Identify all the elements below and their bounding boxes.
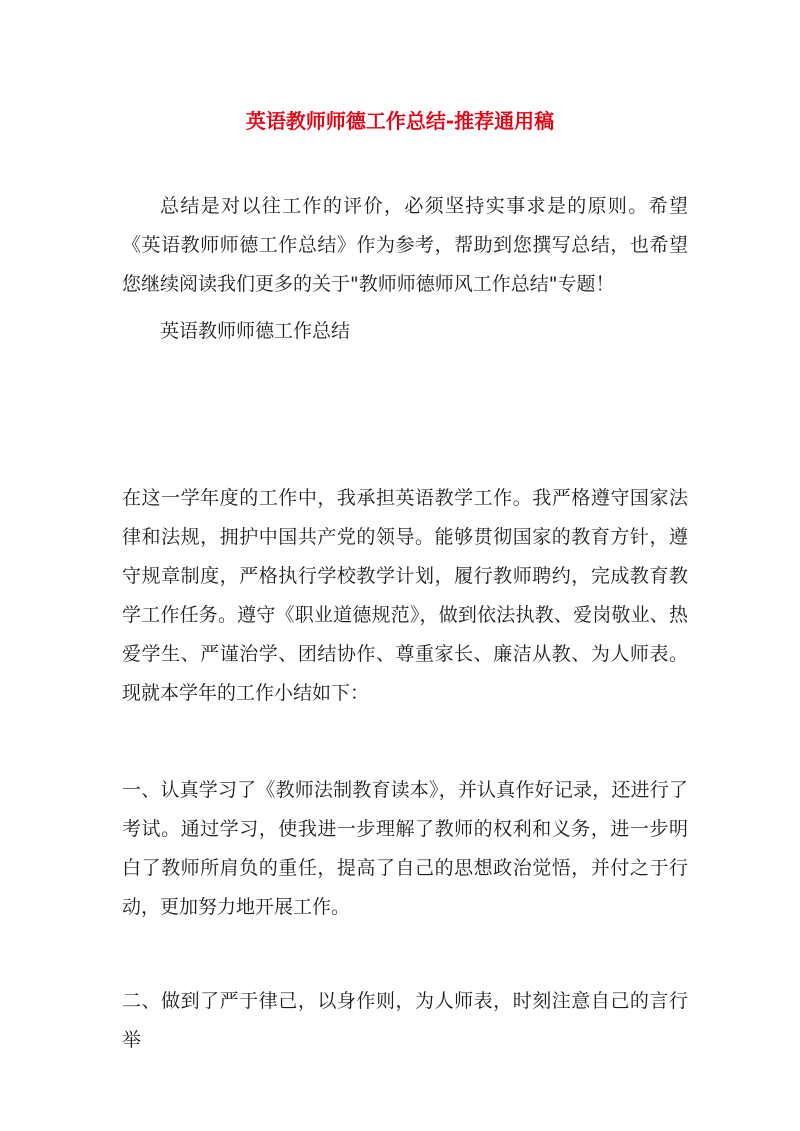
body-paragraph-1: 在这一学年度的工作中，我承担英语教学工作。我严格遵守国家法律和法规，拥护中国共产党的领导。能够贯彻国家的教育方针，遵守规章制度，严格执行学校教学计划，履行教师聘约，完成教育教学工作任务。遵守《职业道德规范》，做到依法执教、爱岗敬业、热爱学生、严谨治学、团结协作、尊重家长、廉洁从教、为人师表。现就本学年的工作小结如下： [122,487,688,704]
section-subtitle: 英语教师师德工作总结 [160,320,351,342]
body-paragraph-3: 二、做到了严于律己，以身作则，为人师表，时刻注意自己的言行举 [122,990,688,1051]
body-paragraph-2: 一、认真学习了《教师法制教育读本》，并认真作好记录，还进行了考试。通过学习，使我进一步理解了教师的权利和义务，进一步明白了教师所肩负的重任，提高了自己的思想政治觉悟，并付之于行动，更加努力地开展工作。 [122,779,688,918]
intro-paragraph: 总结是对以往工作的评价，必须坚持实事求是的原则。希望《英语教师师德工作总结》作为参考，帮助到您撰写总结，也希望您继续阅读我们更多的关于"教师师德师风工作总结"专题！ [122,195,688,295]
document-title: 英语教师师德工作总结-推荐通用稿 [245,109,555,133]
